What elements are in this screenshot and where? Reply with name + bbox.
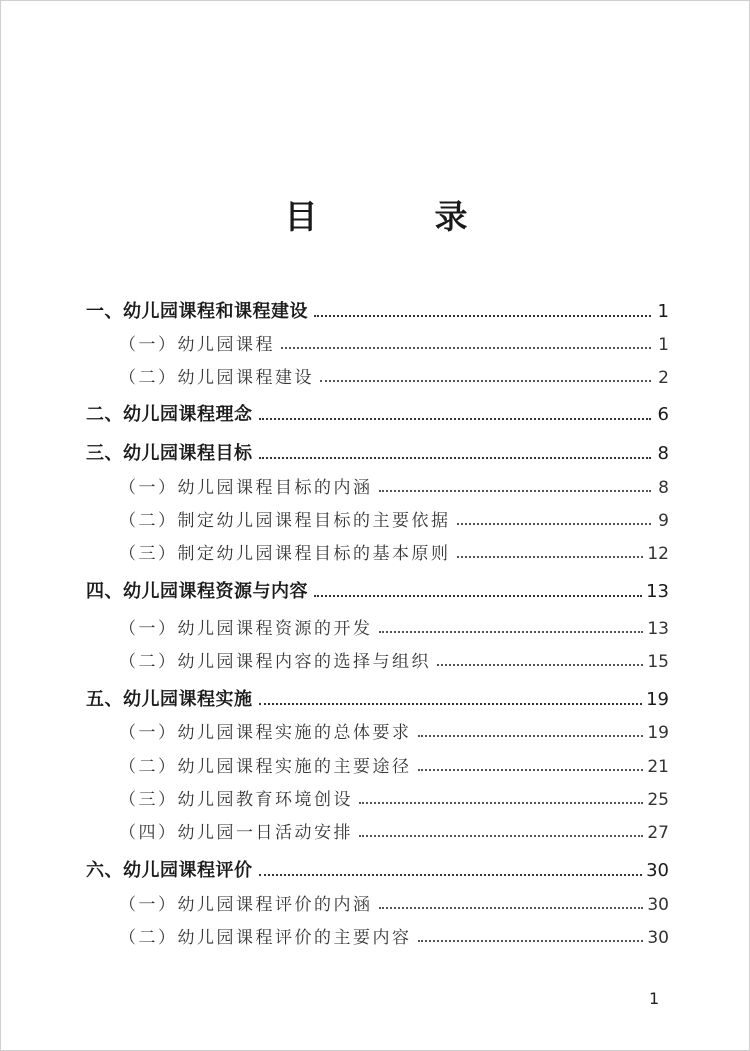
toc-entry-label: （二）幼儿园课程实施的主要途径 bbox=[119, 757, 412, 777]
toc-chapter-entry bbox=[86, 685, 669, 711]
toc-entry-label: 四、幼儿园课程资源与内容 bbox=[86, 581, 308, 602]
toc-entry-page: 6 bbox=[657, 404, 669, 425]
toc-entry-page: 9 bbox=[658, 511, 669, 531]
toc-entry-label: 二、幼儿园课程理念 bbox=[86, 404, 253, 425]
toc-leader-dots bbox=[457, 522, 652, 525]
toc-leader-dots bbox=[418, 939, 644, 942]
toc-entry-page: 30 bbox=[647, 928, 669, 948]
toc-entry-page: 19 bbox=[647, 723, 669, 743]
toc-leader-dots bbox=[259, 456, 652, 459]
toc-entry-label: （二）制定幼儿园课程目标的主要依据 bbox=[119, 511, 451, 531]
toc-chapter-entry bbox=[86, 297, 669, 323]
page-number: 1 bbox=[649, 989, 660, 1008]
toc-entry-page: 15 bbox=[647, 652, 669, 672]
toc-leader-dots bbox=[314, 594, 642, 597]
toc-section-entry bbox=[119, 923, 669, 948]
toc-leader-dots bbox=[418, 734, 644, 737]
toc-leader-dots bbox=[281, 346, 651, 349]
toc-section-entry bbox=[119, 473, 669, 498]
toc-entry-label: （二）幼儿园课程评价的主要内容 bbox=[119, 928, 412, 948]
toc-section-entry bbox=[119, 647, 669, 672]
toc-leader-dots bbox=[259, 702, 643, 705]
toc-entry-page: 2 bbox=[658, 368, 669, 388]
toc-leader-dots bbox=[259, 873, 643, 876]
toc-section-entry bbox=[119, 330, 669, 355]
page-title: 目 录 bbox=[284, 197, 510, 236]
toc-leader-dots bbox=[379, 489, 652, 492]
toc-entry-page: 8 bbox=[658, 478, 669, 498]
toc-entry-page: 1 bbox=[658, 335, 669, 355]
toc-entry-page: 13 bbox=[646, 581, 669, 602]
toc-entry-label: （三）制定幼儿园课程目标的基本原则 bbox=[119, 544, 451, 564]
toc-entry-label: 六、幼儿园课程评价 bbox=[86, 860, 253, 881]
toc-section-entry bbox=[119, 363, 669, 388]
toc-entry-page: 8 bbox=[657, 443, 669, 464]
toc-entry-page: 1 bbox=[657, 301, 669, 322]
toc-entry-page: 21 bbox=[647, 757, 669, 777]
toc-entry-label: （一）幼儿园课程 bbox=[119, 335, 275, 355]
toc-entry-label: （二）幼儿园课程内容的选择与组织 bbox=[119, 652, 431, 672]
toc-leader-dots bbox=[379, 630, 644, 633]
toc-entry-page: 25 bbox=[647, 790, 669, 810]
toc-leader-dots bbox=[259, 417, 652, 420]
toc-chapter-entry bbox=[86, 856, 669, 882]
toc-leader-dots bbox=[314, 314, 651, 317]
toc-entry-label: 三、幼儿园课程目标 bbox=[86, 443, 253, 464]
toc-section-entry bbox=[119, 506, 669, 531]
toc-entry-label: （一）幼儿园课程评价的内涵 bbox=[119, 895, 373, 915]
toc-entry-page: 13 bbox=[647, 619, 669, 639]
toc-entry-label: （三）幼儿园教育环境创设 bbox=[119, 790, 353, 810]
toc-section-entry bbox=[119, 818, 669, 843]
toc-leader-dots bbox=[359, 801, 643, 804]
toc-entry-page: 19 bbox=[646, 689, 669, 710]
toc-leader-dots bbox=[418, 768, 644, 771]
toc-entry-label: （一）幼儿园课程实施的总体要求 bbox=[119, 723, 412, 743]
toc-entry-label: 一、幼儿园课程和课程建设 bbox=[86, 301, 308, 322]
toc-leader-dots bbox=[437, 663, 643, 666]
toc-section-entry bbox=[119, 718, 669, 743]
toc-section-entry bbox=[119, 785, 669, 810]
toc-section-entry bbox=[119, 890, 669, 915]
toc-chapter-entry bbox=[86, 439, 669, 465]
toc-section-entry bbox=[119, 752, 669, 777]
toc-leader-dots bbox=[320, 379, 651, 382]
toc-entry-page: 12 bbox=[647, 544, 669, 564]
toc-leader-dots bbox=[379, 906, 644, 909]
toc-entry-page: 30 bbox=[646, 860, 669, 881]
toc-entry-page: 27 bbox=[647, 823, 669, 843]
toc-entry-label: （一）幼儿园课程目标的内涵 bbox=[119, 478, 373, 498]
toc-entry-label: 五、幼儿园课程实施 bbox=[86, 689, 253, 710]
toc-entry-label: （四）幼儿园一日活动安排 bbox=[119, 823, 353, 843]
toc-leader-dots bbox=[457, 555, 644, 558]
toc-chapter-entry bbox=[86, 577, 669, 603]
toc-leader-dots bbox=[359, 834, 643, 837]
toc-entry-label: （一）幼儿园课程资源的开发 bbox=[119, 619, 373, 639]
toc-entry-label: （二）幼儿园课程建设 bbox=[119, 368, 314, 388]
toc-chapter-entry bbox=[86, 400, 669, 426]
toc-entry-page: 30 bbox=[647, 895, 669, 915]
toc-section-entry bbox=[119, 614, 669, 639]
toc-section-entry bbox=[119, 539, 669, 564]
